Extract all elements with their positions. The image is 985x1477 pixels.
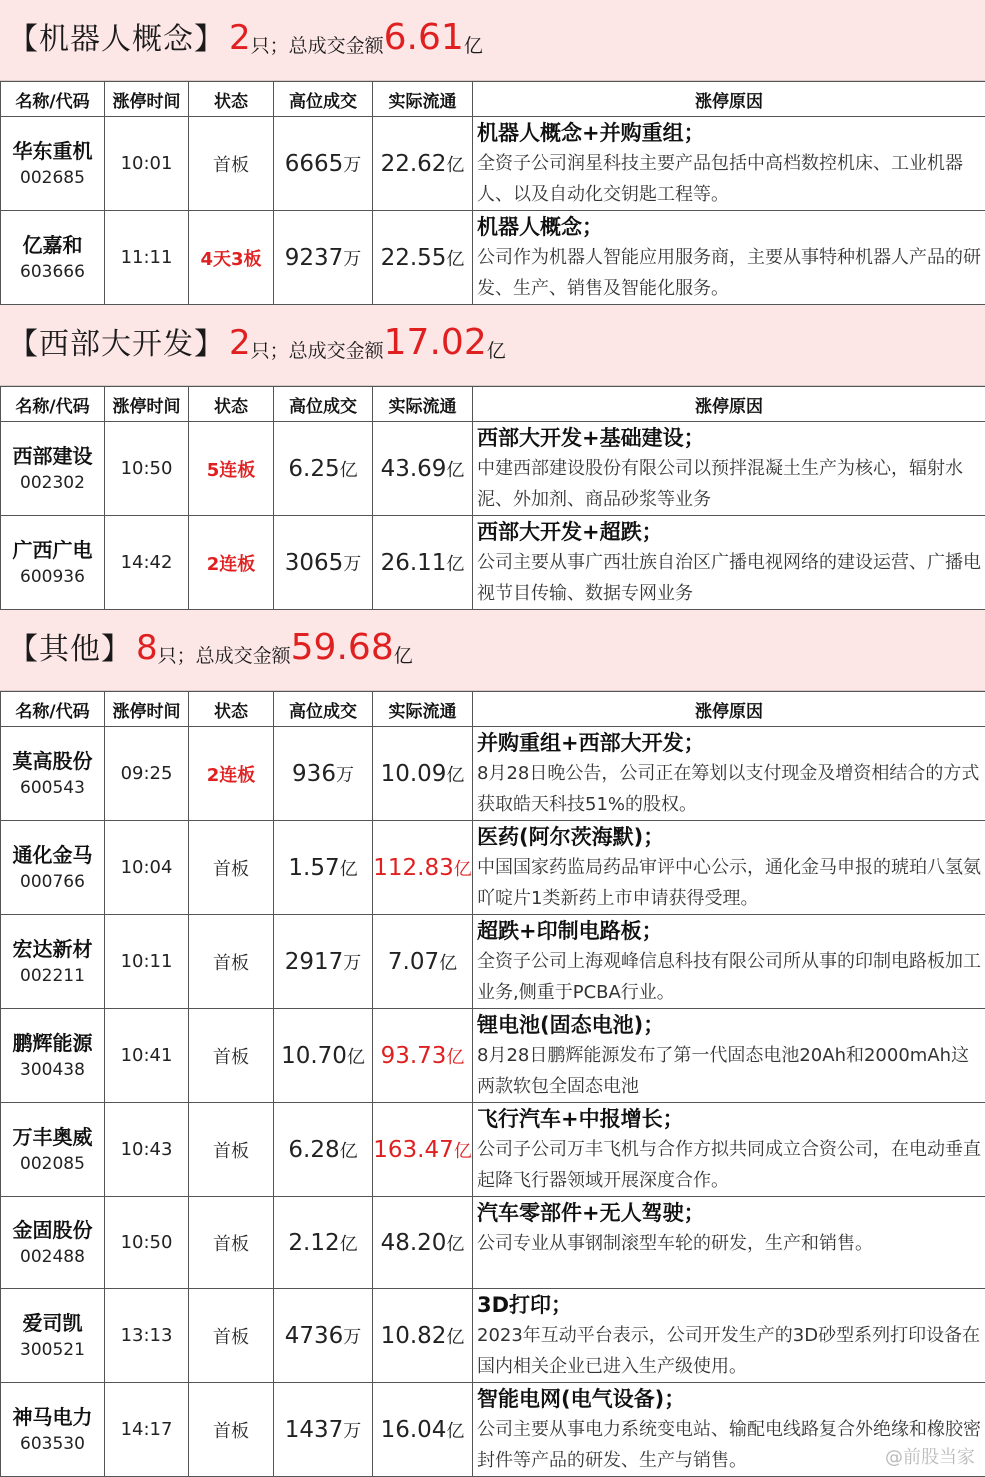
table-row	[1, 915, 985, 1009]
section-count: 2	[229, 323, 251, 363]
reason-desc: 8月28日晚公告，公司正在筹划以支付现金及增资相结合的方式获取皓天科技51%的股权。	[477, 758, 983, 820]
high-volume-unit: 万	[343, 953, 361, 974]
table-row	[1, 1383, 985, 1477]
limit-up-time: 10:41	[105, 1009, 189, 1103]
section-amount-unit: 亿	[394, 641, 413, 668]
high-volume-value: 6.25	[288, 456, 339, 482]
table-header-row	[1, 692, 985, 727]
column-header: 高位成交	[274, 692, 373, 727]
board-status: 首板	[189, 915, 274, 1009]
reason-desc: 中国国家药监局药品审评中心公示，通化金马申报的琥珀八氢氨吖啶片1类新药上市申请获得受理。	[477, 852, 983, 914]
float-cap-value: 26.11	[381, 550, 447, 576]
limit-up-time: 13:13	[105, 1289, 189, 1383]
stock-code: 002488	[1, 1245, 104, 1269]
table-row	[1, 516, 985, 610]
float-cap-unit: 亿	[446, 249, 464, 270]
reason-title: 3D打印；	[477, 1290, 983, 1320]
high-volume-value: 10.70	[281, 1043, 347, 1069]
section-header	[0, 305, 985, 386]
table-row	[1, 1009, 985, 1103]
limit-up-reason	[473, 516, 985, 610]
float-cap	[373, 1383, 473, 1477]
limit-up-reason	[473, 1289, 985, 1383]
stock-code: 002302	[1, 471, 104, 495]
float-cap-unit: 亿	[446, 155, 464, 176]
limit-up-reason	[473, 117, 985, 211]
board-status: 2连板	[189, 727, 274, 821]
high-volume-unit: 亿	[340, 859, 358, 880]
float-cap-value: 16.04	[381, 1417, 447, 1443]
table-header-row	[1, 387, 985, 422]
float-cap-value: 22.55	[381, 245, 447, 271]
float-cap	[373, 1289, 473, 1383]
stock-name-cell	[1, 727, 105, 821]
high-volume	[274, 1103, 373, 1197]
float-cap-value: 93.73	[381, 1043, 447, 1069]
stock-name-cell	[1, 1383, 105, 1477]
stock-code: 002211	[1, 964, 104, 988]
stock-name: 金固股份	[1, 1217, 104, 1243]
column-header: 高位成交	[274, 82, 373, 117]
limit-up-time: 10:11	[105, 915, 189, 1009]
stock-code: 002085	[1, 1152, 104, 1176]
stock-name: 万丰奥威	[1, 1124, 104, 1150]
stock-name: 莫高股份	[1, 748, 104, 774]
float-cap	[373, 516, 473, 610]
stock-code: 300438	[1, 1058, 104, 1082]
float-cap-unit: 亿	[439, 953, 457, 974]
high-volume-unit: 万	[343, 1421, 361, 1442]
section-count-suffix: 只；总成交金额	[251, 31, 384, 58]
high-volume-value: 936	[292, 761, 336, 787]
reason-title: 并购重组+西部大开发；	[477, 728, 983, 758]
limit-up-time: 10:01	[105, 117, 189, 211]
stock-code: 600543	[1, 776, 104, 800]
section-count-suffix: 只；总成交金额	[158, 641, 291, 668]
stock-name-cell	[1, 1103, 105, 1197]
column-header: 高位成交	[274, 387, 373, 422]
column-header: 涨停原因	[473, 692, 985, 727]
stock-name-cell	[1, 117, 105, 211]
float-cap-unit: 亿	[454, 1141, 472, 1162]
section-header	[0, 610, 985, 691]
limit-up-time: 10:43	[105, 1103, 189, 1197]
high-volume-value: 6665	[285, 151, 344, 177]
high-volume-value: 4736	[285, 1323, 344, 1349]
limit-up-time: 09:25	[105, 727, 189, 821]
float-cap-value: 22.62	[381, 151, 447, 177]
reason-desc: 公司专业从事钢制滚型车轮的研发，生产和销售。	[477, 1228, 983, 1259]
limit-up-reason	[473, 211, 985, 305]
reason-desc: 公司作为机器人智能应用服务商，主要从事特种机器人产品的研发、生产、销售及智能化服务。	[477, 242, 983, 304]
high-volume	[274, 516, 373, 610]
section-count: 2	[229, 18, 251, 58]
stock-name: 广西广电	[1, 537, 104, 563]
float-cap-unit: 亿	[446, 460, 464, 481]
limit-up-time: 10:50	[105, 422, 189, 516]
stock-name-cell	[1, 211, 105, 305]
high-volume-value: 2.12	[288, 1230, 339, 1256]
column-header: 涨停原因	[473, 82, 985, 117]
table-row	[1, 727, 985, 821]
high-volume-value: 3065	[285, 550, 344, 576]
high-volume-value: 1437	[285, 1417, 344, 1443]
limit-up-reason	[473, 1197, 985, 1289]
board-status: 首板	[189, 1009, 274, 1103]
column-header: 名称/代码	[1, 82, 105, 117]
reason-desc: 公司主要从事广西壮族自治区广播电视网络的建设运营、广播电视节目传输、数据专网业务	[477, 547, 983, 609]
limit-up-time: 14:17	[105, 1383, 189, 1477]
high-volume	[274, 727, 373, 821]
float-cap	[373, 117, 473, 211]
high-volume-unit: 亿	[340, 1141, 358, 1162]
board-status: 首板	[189, 1197, 274, 1289]
stock-name: 通化金马	[1, 842, 104, 868]
float-cap	[373, 727, 473, 821]
high-volume-unit: 万	[343, 249, 361, 270]
table-row	[1, 117, 985, 211]
reason-desc: 中建西部建设股份有限公司以预拌混凝土生产为核心，辐射水泥、外加剂、商品砂浆等业务	[477, 453, 983, 515]
column-header: 涨停时间	[105, 82, 189, 117]
stock-name: 爱司凯	[1, 1310, 104, 1336]
board-status: 首板	[189, 117, 274, 211]
high-volume-value: 9237	[285, 245, 344, 271]
column-header: 状态	[189, 387, 274, 422]
column-header: 涨停时间	[105, 692, 189, 727]
float-cap	[373, 211, 473, 305]
high-volume	[274, 821, 373, 915]
table-row	[1, 211, 985, 305]
float-cap-value: 43.69	[381, 456, 447, 482]
reason-desc: 8月28日鹏辉能源发布了第一代固态电池20Ah和2000mAh这两款软包全固态电池	[477, 1040, 983, 1102]
limit-up-time: 14:42	[105, 516, 189, 610]
stock-table	[0, 81, 985, 305]
watermark: @前股当家	[885, 1443, 975, 1469]
float-cap-value: 10.82	[381, 1323, 447, 1349]
reason-title: 机器人概念+并购重组；	[477, 118, 983, 148]
stock-name-cell	[1, 516, 105, 610]
reason-title: 汽车零部件+无人驾驶；	[477, 1198, 983, 1228]
section-amount: 59.68	[291, 627, 394, 668]
section-amount-unit: 亿	[464, 31, 483, 58]
stock-code: 300521	[1, 1338, 104, 1362]
float-cap-unit: 亿	[454, 859, 472, 880]
high-volume-unit: 亿	[340, 460, 358, 481]
stock-name-cell	[1, 1197, 105, 1289]
column-header: 名称/代码	[1, 692, 105, 727]
stock-name-cell	[1, 1289, 105, 1383]
stock-code: 002685	[1, 166, 104, 190]
table-row	[1, 422, 985, 516]
column-header: 状态	[189, 82, 274, 117]
table-row	[1, 1289, 985, 1383]
high-volume	[274, 1383, 373, 1477]
reason-title: 机器人概念；	[477, 212, 983, 242]
float-cap-value: 112.83	[373, 855, 453, 881]
high-volume	[274, 422, 373, 516]
reason-title: 超跌+印制电路板；	[477, 916, 983, 946]
reason-title: 飞行汽车+中报增长；	[477, 1104, 983, 1134]
high-volume-unit: 万	[343, 554, 361, 575]
limit-up-reason	[473, 727, 985, 821]
reason-desc: 全资子公司润星科技主要产品包括中高档数控机床、工业机器人、以及自动化交钥匙工程等。	[477, 148, 983, 210]
float-cap-unit: 亿	[446, 1327, 464, 1348]
board-status: 首板	[189, 1383, 274, 1477]
stock-name-cell	[1, 821, 105, 915]
limit-up-reason	[473, 915, 985, 1009]
float-cap-value: 163.47	[373, 1137, 453, 1163]
limit-up-reason	[473, 821, 985, 915]
limit-up-reason	[473, 422, 985, 516]
high-volume-unit: 亿	[347, 1047, 365, 1068]
float-cap-unit: 亿	[446, 1234, 464, 1255]
board-status: 首板	[189, 1103, 274, 1197]
float-cap-unit: 亿	[446, 1421, 464, 1442]
high-volume-unit: 万	[336, 765, 354, 786]
float-cap-value: 7.07	[388, 949, 439, 975]
board-status: 2连板	[189, 516, 274, 610]
column-header: 实际流通	[373, 692, 473, 727]
high-volume	[274, 211, 373, 305]
high-volume-unit: 万	[343, 155, 361, 176]
limit-up-time: 10:50	[105, 1197, 189, 1289]
section-count-suffix: 只；总成交金额	[251, 336, 384, 363]
stock-table	[0, 386, 985, 610]
board-status: 首板	[189, 1289, 274, 1383]
stock-name-cell	[1, 1009, 105, 1103]
column-header: 名称/代码	[1, 387, 105, 422]
float-cap	[373, 915, 473, 1009]
high-volume	[274, 1009, 373, 1103]
reason-title: 锂电池(固态电池)；	[477, 1010, 983, 1040]
float-cap-unit: 亿	[446, 554, 464, 575]
high-volume-unit: 亿	[340, 1234, 358, 1255]
reason-desc: 全资子公司上海观峰信息科技有限公司所从事的印制电路板加工业务,侧重于PCBA行业。	[477, 946, 983, 1008]
board-status: 首板	[189, 821, 274, 915]
stock-code: 603666	[1, 260, 104, 284]
stock-name: 华东重机	[1, 138, 104, 164]
section-title: 【机器人概念】	[8, 14, 225, 58]
float-cap-value: 48.20	[381, 1230, 447, 1256]
float-cap	[373, 1197, 473, 1289]
column-header: 实际流通	[373, 387, 473, 422]
reason-desc: 公司主要从事电力系统变电站、输配电线路复合外绝缘和橡胶密封件等产品的研发、生产与销售。	[477, 1414, 983, 1476]
reason-title: 智能电网(电气设备)；	[477, 1384, 983, 1414]
stock-name: 西部建设	[1, 443, 104, 469]
table-row	[1, 821, 985, 915]
stock-name: 鹏辉能源	[1, 1030, 104, 1056]
high-volume	[274, 117, 373, 211]
stock-code: 000766	[1, 870, 104, 894]
reason-title: 西部大开发+超跌；	[477, 517, 983, 547]
table-row	[1, 1103, 985, 1197]
high-volume-value: 6.28	[288, 1137, 339, 1163]
section-count: 8	[136, 628, 158, 668]
stock-table	[0, 691, 985, 1477]
table-row	[1, 1197, 985, 1289]
section-amount-unit: 亿	[487, 336, 506, 363]
stock-name-cell	[1, 422, 105, 516]
high-volume	[274, 1289, 373, 1383]
board-status: 5连板	[189, 422, 274, 516]
high-volume-value: 2917	[285, 949, 344, 975]
limit-up-time: 11:11	[105, 211, 189, 305]
table-header-row	[1, 82, 985, 117]
section-title: 【西部大开发】	[8, 319, 225, 363]
high-volume-unit: 万	[343, 1327, 361, 1348]
float-cap-unit: 亿	[446, 765, 464, 786]
column-header: 涨停时间	[105, 387, 189, 422]
stock-name: 亿嘉和	[1, 232, 104, 258]
float-cap	[373, 1103, 473, 1197]
high-volume-value: 1.57	[288, 855, 339, 881]
limit-up-reason	[473, 1103, 985, 1197]
board-status: 4天3板	[189, 211, 274, 305]
reason-title: 医药(阿尔茨海默)；	[477, 822, 983, 852]
section-amount: 17.02	[384, 322, 487, 363]
float-cap-unit: 亿	[446, 1047, 464, 1068]
limit-up-time: 10:04	[105, 821, 189, 915]
high-volume	[274, 1197, 373, 1289]
high-volume	[274, 915, 373, 1009]
section-title: 【其他】	[8, 624, 132, 668]
float-cap	[373, 422, 473, 516]
limit-up-reason	[473, 1009, 985, 1103]
reason-desc: 2023年互动平台表示，公司开发生产的3D砂型系列打印设备在国内相关企业已进入生产级使用。	[477, 1320, 983, 1382]
float-cap-value: 10.09	[381, 761, 447, 787]
column-header: 实际流通	[373, 82, 473, 117]
column-header: 涨停原因	[473, 387, 985, 422]
stock-name-cell	[1, 915, 105, 1009]
float-cap	[373, 1009, 473, 1103]
section-header	[0, 0, 985, 81]
stock-name: 宏达新材	[1, 936, 104, 962]
float-cap	[373, 821, 473, 915]
stock-code: 603530	[1, 1432, 104, 1456]
stock-code: 600936	[1, 565, 104, 589]
column-header: 状态	[189, 692, 274, 727]
section-amount: 6.61	[384, 17, 464, 58]
stock-name: 神马电力	[1, 1404, 104, 1430]
reason-desc: 公司子公司万丰飞机与合作方拟共同成立合资公司，在电动垂直起降飞行器领域开展深度合作。	[477, 1134, 983, 1196]
reason-title: 西部大开发+基础建设；	[477, 423, 983, 453]
